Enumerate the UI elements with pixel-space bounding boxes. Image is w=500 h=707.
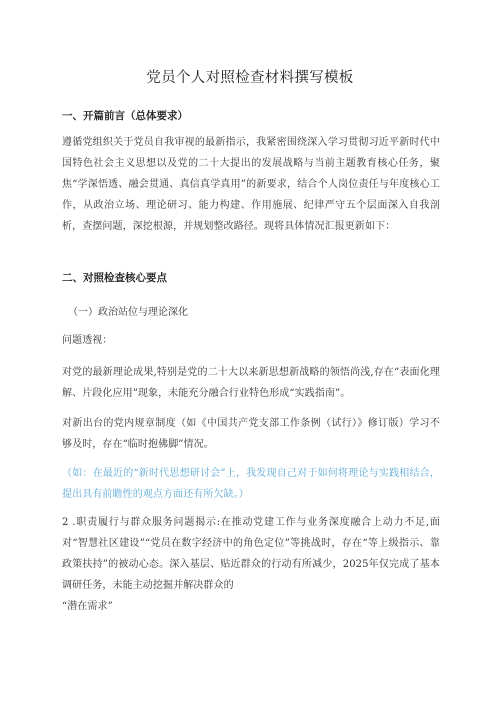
problem-label: 问题透视： [62, 335, 113, 346]
problem-paragraph-2: 对新出台的党内规章制度（如《中国共产党支部工作条例（试行）》修订版）学习不够及时，存在“临时抱佛脚”情况。 [62, 418, 440, 450]
problem-paragraph-3: 2 .职责履行与群众服务问题揭示:在推动党建工作与业务深度融合上动力不足,面对“智慧社区建设”“党员在数字经济中的角色定位”等挑战时，存在“等上级指示、靠政策扶持”的被动心态。深入基层、贴近群众的行动有所减少，2025年仅完成了基本调研任务，未能主动挖掘并解决群众的 [62, 517, 440, 591]
section-heading-key-points: 二、对照检查核心要点 [62, 272, 167, 284]
opening-paragraph: 遵循党组织关于党员自我审视的最新指示，我紧密围绕深入学习贯彻习近平新时代中国特色社会主义思想以及党的二十大提出的发展战略与当前主题教育核心任务，聚焦“学深悟透、融会贯通、真信真学真用”的新要求，结合个人岗位责任与年度核心工作，从政治立场、理论研习、能力构建、作用施展、纪律严守五个层面深入自我剖析，查摆问题，深挖根源，并规划整改路径。现将具体情况汇报更新如下： [62, 137, 440, 232]
document-title: 党员个人对照检查材料撰写模板 [146, 70, 354, 86]
problem-paragraph-1: 对党的最新理论成果,特别是党的二十大以来新思想新战略的领悟尚浅,存在“表面化理解、片段化应用”现象，未能充分融合行业特色形成“实践指南”。 [62, 367, 440, 399]
example-note: （如：在最近的“新时代思想研讨会”上，我发现自己对于如何将理论与实践相结合，提出具有前瞻性的观点方面还有所欠缺。） [62, 468, 440, 500]
subsection-political-theory: （一）政治站位与理论深化 [68, 307, 188, 318]
problem-paragraph-3-tail: “潜在需求” [62, 601, 113, 612]
section-heading-opening: 一、开篇前言（总体要求） [62, 110, 188, 122]
